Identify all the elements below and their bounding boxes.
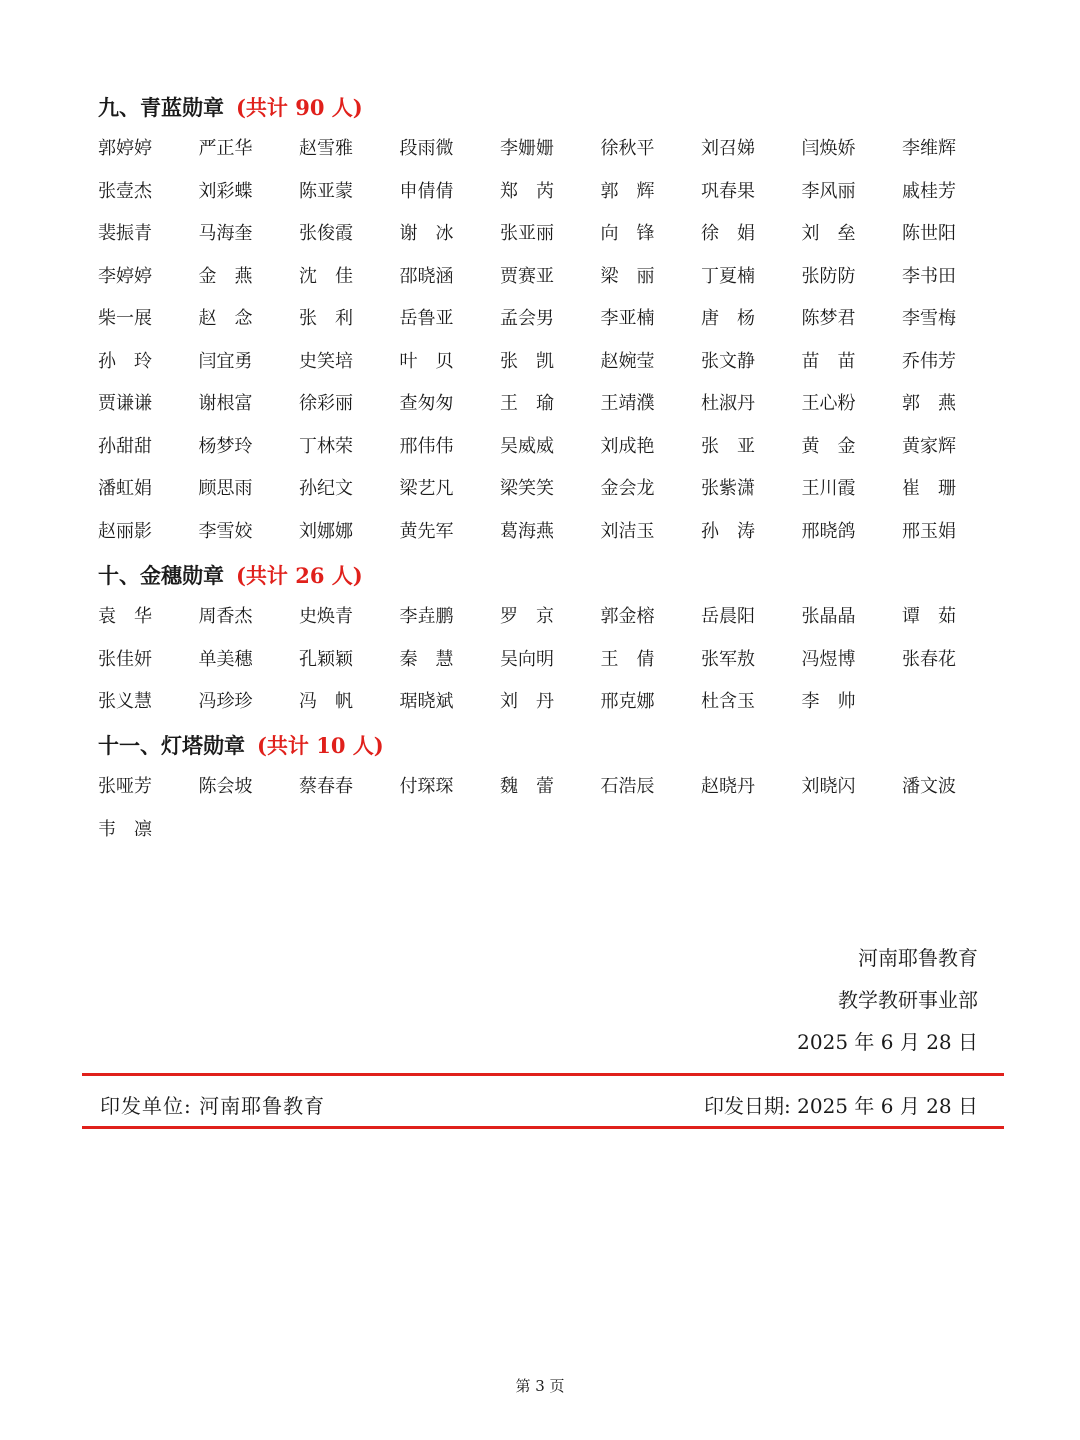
- awardee-name: 孙甜甜: [98, 435, 152, 457]
- awardee-name: 李书田: [902, 265, 956, 287]
- awardee-name: 向 锋: [600, 223, 655, 244]
- issuer-text: 印发单位: 河南耶鲁教育: [100, 1094, 326, 1118]
- awardee-name: 申倩倩: [399, 180, 454, 202]
- signature-dept: 教学教研事业部: [838, 988, 978, 1012]
- awardee-name: 陈亚蒙: [299, 180, 353, 202]
- awardee-name: 李风丽: [801, 180, 856, 202]
- awardee-name: 苗 苗: [801, 350, 856, 372]
- awardee-name: 戚桂芳: [902, 180, 956, 202]
- awardee-name: 郭金榕: [600, 606, 655, 627]
- awardee-name: 郭 燕: [902, 393, 956, 414]
- awardee-name: 王 瑜: [500, 393, 554, 414]
- awardee-name: 张文静: [701, 350, 755, 372]
- awardee-name: 陈世阳: [902, 223, 956, 244]
- name-grid: [98, 596, 978, 724]
- awardee-name: 赵丽影: [98, 520, 152, 542]
- awardee-name: 李雪梅: [902, 308, 956, 329]
- awardee-name: 张春花: [902, 648, 956, 670]
- awardee-name: 刘召娣: [701, 138, 755, 159]
- awardee-name: 陈会坡: [198, 776, 253, 797]
- awardee-name: 陈梦君: [801, 308, 856, 329]
- awardee-name: 魏 蕾: [500, 776, 554, 797]
- awardee-name: 孔颖颖: [299, 648, 353, 670]
- section-title: 九、青蓝勋章: [98, 95, 224, 120]
- footer-issue-info: [100, 1086, 978, 1126]
- awardee-name: 刘娜娜: [299, 520, 353, 542]
- awardee-name: 孙纪文: [299, 478, 353, 499]
- awardee-name: 秦 慧: [399, 648, 454, 670]
- awardee-name: 李婷婷: [98, 265, 152, 287]
- awardee-name: 邢克娜: [600, 691, 655, 712]
- awardee-name: 丁林荣: [299, 435, 353, 457]
- signature-date: 2025 年 6 月 28 日: [797, 1030, 978, 1054]
- awardee-name: 岳鲁亚: [399, 308, 454, 329]
- awardee-name: 顾思雨: [198, 478, 253, 499]
- awardee-name: 刘 丹: [500, 691, 554, 712]
- awardee-name: 刘晓闪: [801, 776, 856, 797]
- awardee-name: 孙 玲: [98, 350, 152, 372]
- section-title: 十、金穗勋章: [98, 563, 224, 588]
- awardee-name: 琚晓斌: [399, 691, 454, 712]
- awardee-name: 贾谦谦: [98, 393, 152, 414]
- awardee-name: 叶 贝: [399, 350, 454, 372]
- awardee-name: 裴振青: [98, 223, 152, 244]
- awardee-name: 孟会男: [500, 308, 554, 329]
- name-grid: [98, 766, 978, 851]
- awardee-name: 李姗姗: [500, 138, 554, 159]
- awardee-name: 李垚鹏: [399, 606, 454, 627]
- awardee-name: 张哑芳: [98, 776, 152, 797]
- page-number: 第 3 页: [515, 1377, 565, 1395]
- awardee-name: 杜淑丹: [701, 393, 755, 414]
- awardee-name: 闫焕娇: [801, 138, 856, 159]
- awardee-name: 谢根富: [198, 393, 253, 414]
- awardee-name: 王心粉: [801, 393, 856, 414]
- awardee-name: 张亚丽: [500, 223, 554, 244]
- section-qinglan-medal: [98, 88, 978, 553]
- awardee-name: 赵雪雅: [299, 138, 353, 159]
- awardee-name: 严正华: [198, 138, 253, 159]
- awardee-name: 邢晓鸽: [801, 520, 856, 542]
- awardee-name: 沈 佳: [299, 265, 353, 287]
- awardee-name: 黄 金: [801, 435, 856, 457]
- awardee-name: 梁 丽: [600, 265, 655, 287]
- awardee-name: 张壹杰: [98, 180, 152, 202]
- awardee-name: 金 燕: [198, 265, 253, 287]
- name-grid: [98, 128, 978, 553]
- awardee-name: 徐 娟: [701, 223, 755, 244]
- awardee-name: 李亚楠: [600, 308, 655, 329]
- awardee-name: 马海奎: [198, 223, 253, 244]
- awardee-name: 冯煜博: [801, 648, 856, 670]
- section-jinsui-medal: [98, 556, 978, 724]
- awardee-name: 谭 茹: [902, 606, 956, 627]
- section-heading: [98, 556, 978, 596]
- section-count: (共计 90 人): [236, 95, 363, 120]
- signature-org: 河南耶鲁教育: [858, 946, 978, 970]
- awardee-name: 段雨微: [399, 138, 454, 159]
- awardee-name: 唐 杨: [701, 308, 755, 329]
- awardee-name: 张晶晶: [801, 606, 856, 627]
- awardee-name: 赵晓丹: [701, 776, 755, 797]
- awardee-name: 杨梦玲: [198, 435, 253, 457]
- awardee-name: 孙 涛: [701, 520, 755, 542]
- awardee-name: 张俊霞: [299, 223, 353, 244]
- awardee-name: 邵晓涵: [399, 265, 454, 287]
- footer-bottom-rule: [82, 1126, 1004, 1129]
- signature-block: [797, 937, 978, 1063]
- footer-top-rule: [82, 1073, 1004, 1076]
- awardee-name: 张 利: [299, 308, 353, 329]
- awardee-name: 徐彩丽: [299, 393, 353, 414]
- awardee-name: 张 凯: [500, 350, 554, 372]
- awardee-name: 王川霞: [801, 478, 856, 499]
- awardee-name: 张防防: [801, 265, 856, 287]
- awardee-name: 柴一展: [98, 308, 152, 329]
- awardee-name: 查匆匆: [399, 393, 454, 414]
- awardee-name: 刘成艳: [600, 435, 655, 457]
- awardee-name: 梁艺凡: [399, 478, 454, 499]
- awardee-name: 赵婉莹: [600, 350, 655, 372]
- awardee-name: 吴向明: [500, 648, 554, 670]
- awardee-name: 黄先军: [399, 520, 454, 542]
- awardee-name: 崔 珊: [902, 478, 956, 499]
- section-count: (共计 26 人): [236, 563, 363, 588]
- awardee-name: 刘彩蝶: [198, 180, 253, 202]
- awardee-name: 张军敖: [701, 648, 755, 670]
- issue-date-text: 印发日期: 2025 年 6 月 28 日: [704, 1094, 978, 1118]
- awardee-name: 王 倩: [600, 648, 655, 670]
- awardee-name: 周香杰: [198, 606, 253, 627]
- awardee-name: 冯珍珍: [198, 691, 253, 712]
- awardee-name: 韦 凛: [98, 818, 152, 840]
- awardee-name: 邢伟伟: [399, 435, 454, 457]
- awardee-name: 徐秋平: [600, 138, 655, 159]
- awardee-name: 梁笑笑: [500, 478, 554, 499]
- awardee-name: 张义慧: [98, 691, 152, 712]
- awardee-name: 张紫潇: [701, 478, 755, 499]
- awardee-name: 张 亚: [701, 435, 755, 457]
- awardee-name: 赵 念: [198, 308, 253, 329]
- awardee-name: 郭婷婷: [98, 138, 152, 159]
- awardee-name: 葛海燕: [500, 520, 554, 542]
- awardee-name: 黄家辉: [902, 435, 956, 457]
- awardee-name: 单美穗: [198, 648, 253, 670]
- awardee-name: 袁 华: [98, 606, 152, 627]
- section-title: 十一、灯塔勋章: [98, 733, 245, 758]
- awardee-name: 蔡春春: [299, 776, 353, 797]
- awardee-name: 贾赛亚: [500, 265, 554, 287]
- awardee-name: 张佳妍: [98, 648, 152, 670]
- awardee-name: 邢玉娟: [902, 520, 956, 542]
- awardee-name: 巩春果: [701, 180, 755, 202]
- awardee-name: 刘洁玉: [600, 520, 655, 542]
- awardee-name: 李雪姣: [198, 520, 253, 542]
- awardee-name: 罗 京: [500, 606, 554, 627]
- awardee-name: 史焕青: [299, 606, 353, 627]
- awardee-name: 冯 帆: [299, 691, 353, 712]
- awardee-name: 郭 辉: [600, 180, 655, 202]
- awardee-name: 岳晨阳: [701, 606, 755, 627]
- awardee-name: 杜含玉: [701, 691, 755, 712]
- awardee-name: 潘虹娟: [98, 478, 152, 499]
- awardee-name: 潘文波: [902, 776, 956, 797]
- awardee-name: 丁夏楠: [701, 265, 755, 287]
- awardee-name: 李维辉: [902, 138, 956, 159]
- section-dengta-medal: [98, 726, 978, 851]
- awardee-name: 李 帅: [801, 691, 856, 712]
- section-heading: [98, 88, 978, 128]
- awardee-name: 闫宜勇: [198, 350, 253, 372]
- awardee-name: 石浩辰: [600, 776, 655, 797]
- awardee-name: 谢 冰: [399, 223, 454, 244]
- awardee-name: 金会龙: [600, 478, 655, 499]
- section-count: (共计 10 人): [257, 733, 384, 758]
- awardee-name: 王靖濮: [600, 393, 655, 414]
- awardee-name: 吴威威: [500, 435, 554, 457]
- awardee-name: 郑 芮: [500, 180, 554, 202]
- section-heading: [98, 726, 978, 766]
- awardee-name: 付琛琛: [399, 776, 454, 797]
- awardee-name: 史笑培: [299, 350, 353, 372]
- awardee-name: 乔伟芳: [902, 350, 956, 372]
- awardee-name: 刘 垒: [801, 223, 856, 244]
